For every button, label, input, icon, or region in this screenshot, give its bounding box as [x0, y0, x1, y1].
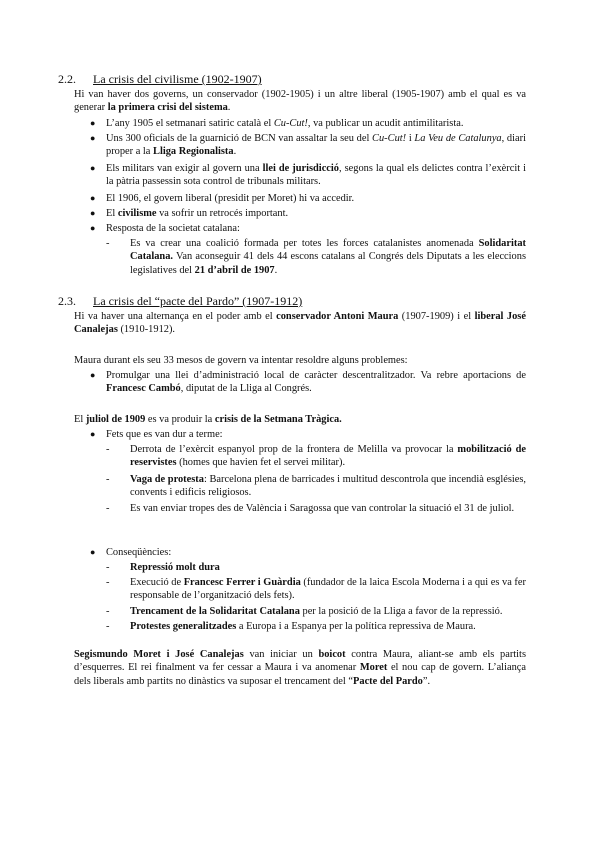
bullet-icon: ●: [90, 163, 96, 173]
bullet-icon: ●: [90, 193, 96, 203]
dash-marker: -: [106, 238, 110, 249]
bullet-icon: ●: [90, 429, 96, 439]
dash-marker: -: [106, 606, 110, 617]
section-title: La crisis del civilisme (1902-1907): [93, 72, 262, 86]
closing-paragraph: Segismundo Moret i José Canalejas van iniciar un boicot contra Maura, aliant-se amb els partits d’esquerres. El rei finalment va fer cessar a Maura i va anomenar Moret el nou cap de govern. L’aliança dels liberals amb partits no dinàstics va suposar el trencament del “Pacte del Pardo”.: [74, 649, 526, 687]
dash-marker: -: [106, 503, 110, 514]
section-title: La crisis del “pacte del Pardo” (1907-1912): [93, 294, 303, 308]
bullet-icon: ●: [90, 370, 96, 380]
paragraph: Hi va haver una alternança en el poder amb el conservador Antoni Maura (1907-1909) i el liberal José Canalejas (1910-1912).: [74, 311, 526, 336]
dash-marker: -: [106, 577, 110, 588]
dash-marker: -: [106, 444, 110, 455]
bullet-icon: ●: [90, 133, 96, 143]
bullet-icon: ●: [90, 223, 96, 233]
section-number: 2.3.: [58, 294, 76, 308]
bullet-icon: ●: [90, 547, 96, 557]
bullet-icon: ●: [90, 118, 96, 128]
document-page: 2.2. La crisis del civilisme (1902-1907) Hi van haver dos governs, un conservador (1902-1905) i un altre liberal (1905-1907) amb el qual es va generar la primera crisi del sistema. ● L’any 1905 el setmanari satiric català el Cu-Cut!, va publicar un acudit antimilitarista. ● Uns 300 oficials de la guarnició de BCN van assaltar la seu del Cu-Cut! i La Veu de Catalunya, diari proper a la Lliga Regionalista. ● Els militars van exigir al govern una llei de jurisdicció, segons la qual els delictes contra l’exèrcit i la pàtria passessin sota control de tribunals militars. ● El 1906, el govern liberal (presidit per Moret) hi va accedir. ● El civilisme va sofrir un retrocés important. ● Resposta de la societat catalana: - Es va crear una coalició formada per totes les forces catalanistes anomenada Solidaritat Catalana. Van aconseguir 41 dels 44 escons catalans al Congrés dels Diputats a les eleccions legislatives del 21 d’abril de 1907. 2.3. La crisis del “pacte del Pardo” (1907-1912) Hi va haver una alternança en el poder amb el conservador Antoni Maura (1907-1909) i el liberal José Canalejas (1910-1912). Maura durant els seu 33 mesos de govern va intentar resoldre alguns problemes: ● Promulgar una llei d’administració local de caràcter descentralitzador. Va rebre aportacions de Francesc Cambó, diputat de la Lliga al Congrés. El juliol de 1909 es va produir la crisis de la Setmana Tràgica. ● Fets que es van dur a terme: - Derrota de l’exèrcit espanyol prop de la frontera de Melilla va provocar la mobilització de reservistes (homes que havien fet el servei militar). - Vaga de protesta: Barcelona plena de barricades i multitud descontrola que incendià esglésies, convents i edificis religiosos. - Es van enviar tropes des de València i Saragossa que van controlar la situació el 31 de juliol. ● Conseqüències: - Repressió molt dura - Execució de Francesc Ferrer i Guàrdia (fundador de la laica Escola Moderna i a qui es va fer responsable de l’organització dels fets). - Trencament de la Solidaritat Catalana per la posició de la Lliga a favor de la repressió. - Protestes generalitzades a Europa i a Espanya per la política repressiva de Maura. Segismundo Moret i José Canalejas van iniciar un boicot contra Maura, aliant-se amb els partits d’esquerres. El rei finalment va fer cessar a Maura i va anomenar Moret el nou cap de govern. L’aliança dels liberals amb partits no dinàstics va suposar el trencament del “Pacte del Pardo”.: [0, 0, 600, 848]
dash-marker: -: [106, 562, 110, 573]
intro-paragraph: Hi van haver dos governs, un conservador (1902-1905) i un altre liberal (1905-1907) amb el qual es va generar la primera crisi del sistema.: [74, 89, 526, 114]
section-number: 2.2.: [58, 72, 76, 86]
paragraph: Maura durant els seu 33 mesos de govern va intentar resoldre alguns problemes:: [74, 355, 408, 366]
paragraph: El juliol de 1909 es va produir la crisis de la Setmana Tràgica.: [74, 414, 342, 425]
dash-marker: -: [106, 621, 110, 632]
section-heading-2-2: [58, 72, 558, 87]
bullet-icon: ●: [90, 208, 96, 218]
dash-marker: -: [106, 474, 110, 485]
section-heading-2-3: [58, 294, 558, 309]
